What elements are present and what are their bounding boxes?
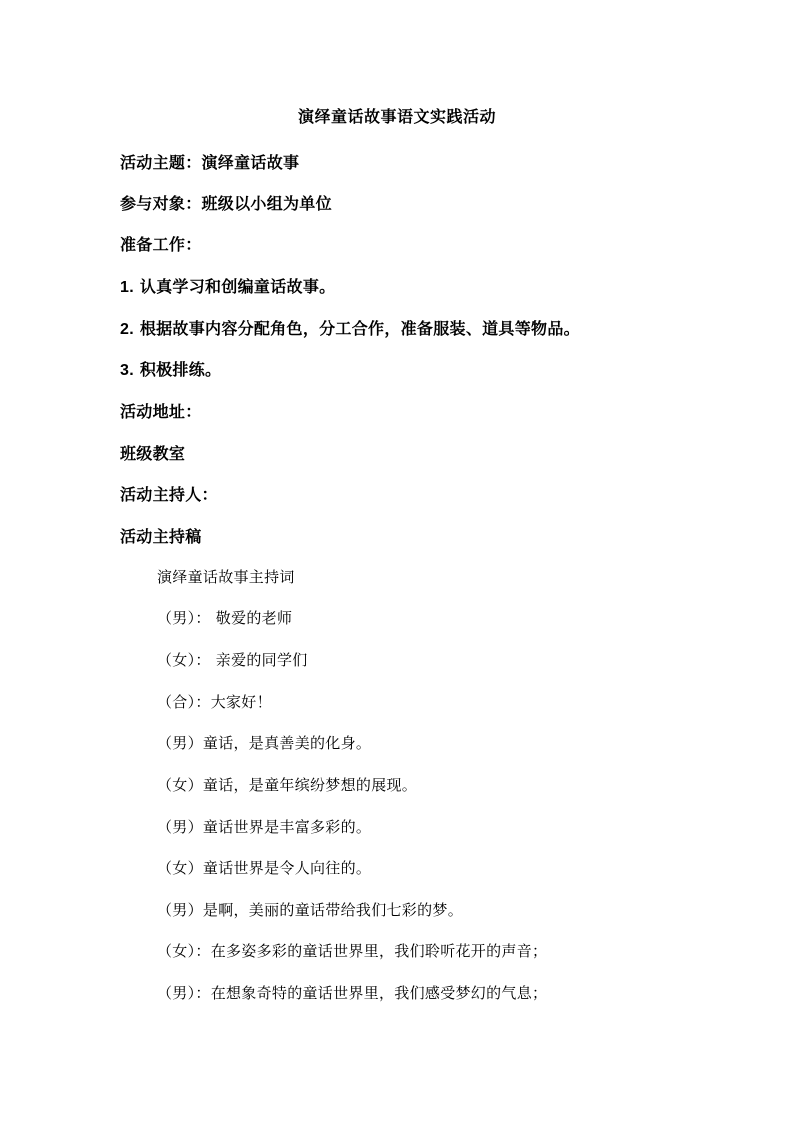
prep-item-1 [120, 274, 335, 297]
prep-item-number: 3. [120, 362, 134, 379]
prep-item-text: 积极排练。 [133, 360, 222, 379]
script-line: （男）是啊，美丽的童话带给我们七彩的梦。 [157, 901, 464, 919]
prep-item-3 [120, 357, 221, 380]
prep-item-number: 1. [120, 279, 134, 296]
script-line: （男）： 敬爱的老师 [157, 609, 293, 627]
prep-item-2 [120, 316, 580, 339]
script-line: （男）童话世界是丰富多彩的。 [157, 818, 372, 836]
location-label: 活动地址： [120, 402, 202, 421]
script-line: （男）童话，是真善美的化身。 [157, 734, 372, 752]
script-line: （合）：大家好！ [157, 693, 272, 711]
script-line: （女）：在多姿多彩的童话世界里，我们聆听花开的声音； [157, 942, 548, 960]
preparation-heading: 准备工作： [120, 235, 202, 254]
activity-theme: 活动主题：演绎童话故事 [120, 153, 300, 172]
script-line: （男）：在想象奇特的童话世界里，我们感受梦幻的气息； [157, 984, 548, 1002]
script-label: 活动主持稿 [120, 527, 202, 546]
host-label: 活动主持人： [120, 485, 218, 504]
participants: 参与对象：班级以小组为单位 [120, 194, 332, 213]
prep-item-number: 2. [120, 321, 134, 338]
script-line: （女）童话世界是令人向往的。 [157, 859, 372, 877]
prep-item-text: 认真学习和创编童话故事。 [133, 277, 336, 296]
location-value: 班级教室 [120, 444, 186, 463]
script-line: （女）童话，是童年缤纷梦想的展现。 [157, 776, 418, 794]
document-title: 演绎童话故事语文实践活动 [297, 107, 496, 126]
script-title: 演绎童话故事主持词 [157, 568, 295, 586]
prep-item-text: 根据故事内容分配角色，分工合作，准备服装、道具等物品。 [133, 319, 580, 338]
script-line: （女）： 亲爱的同学们 [157, 651, 308, 669]
